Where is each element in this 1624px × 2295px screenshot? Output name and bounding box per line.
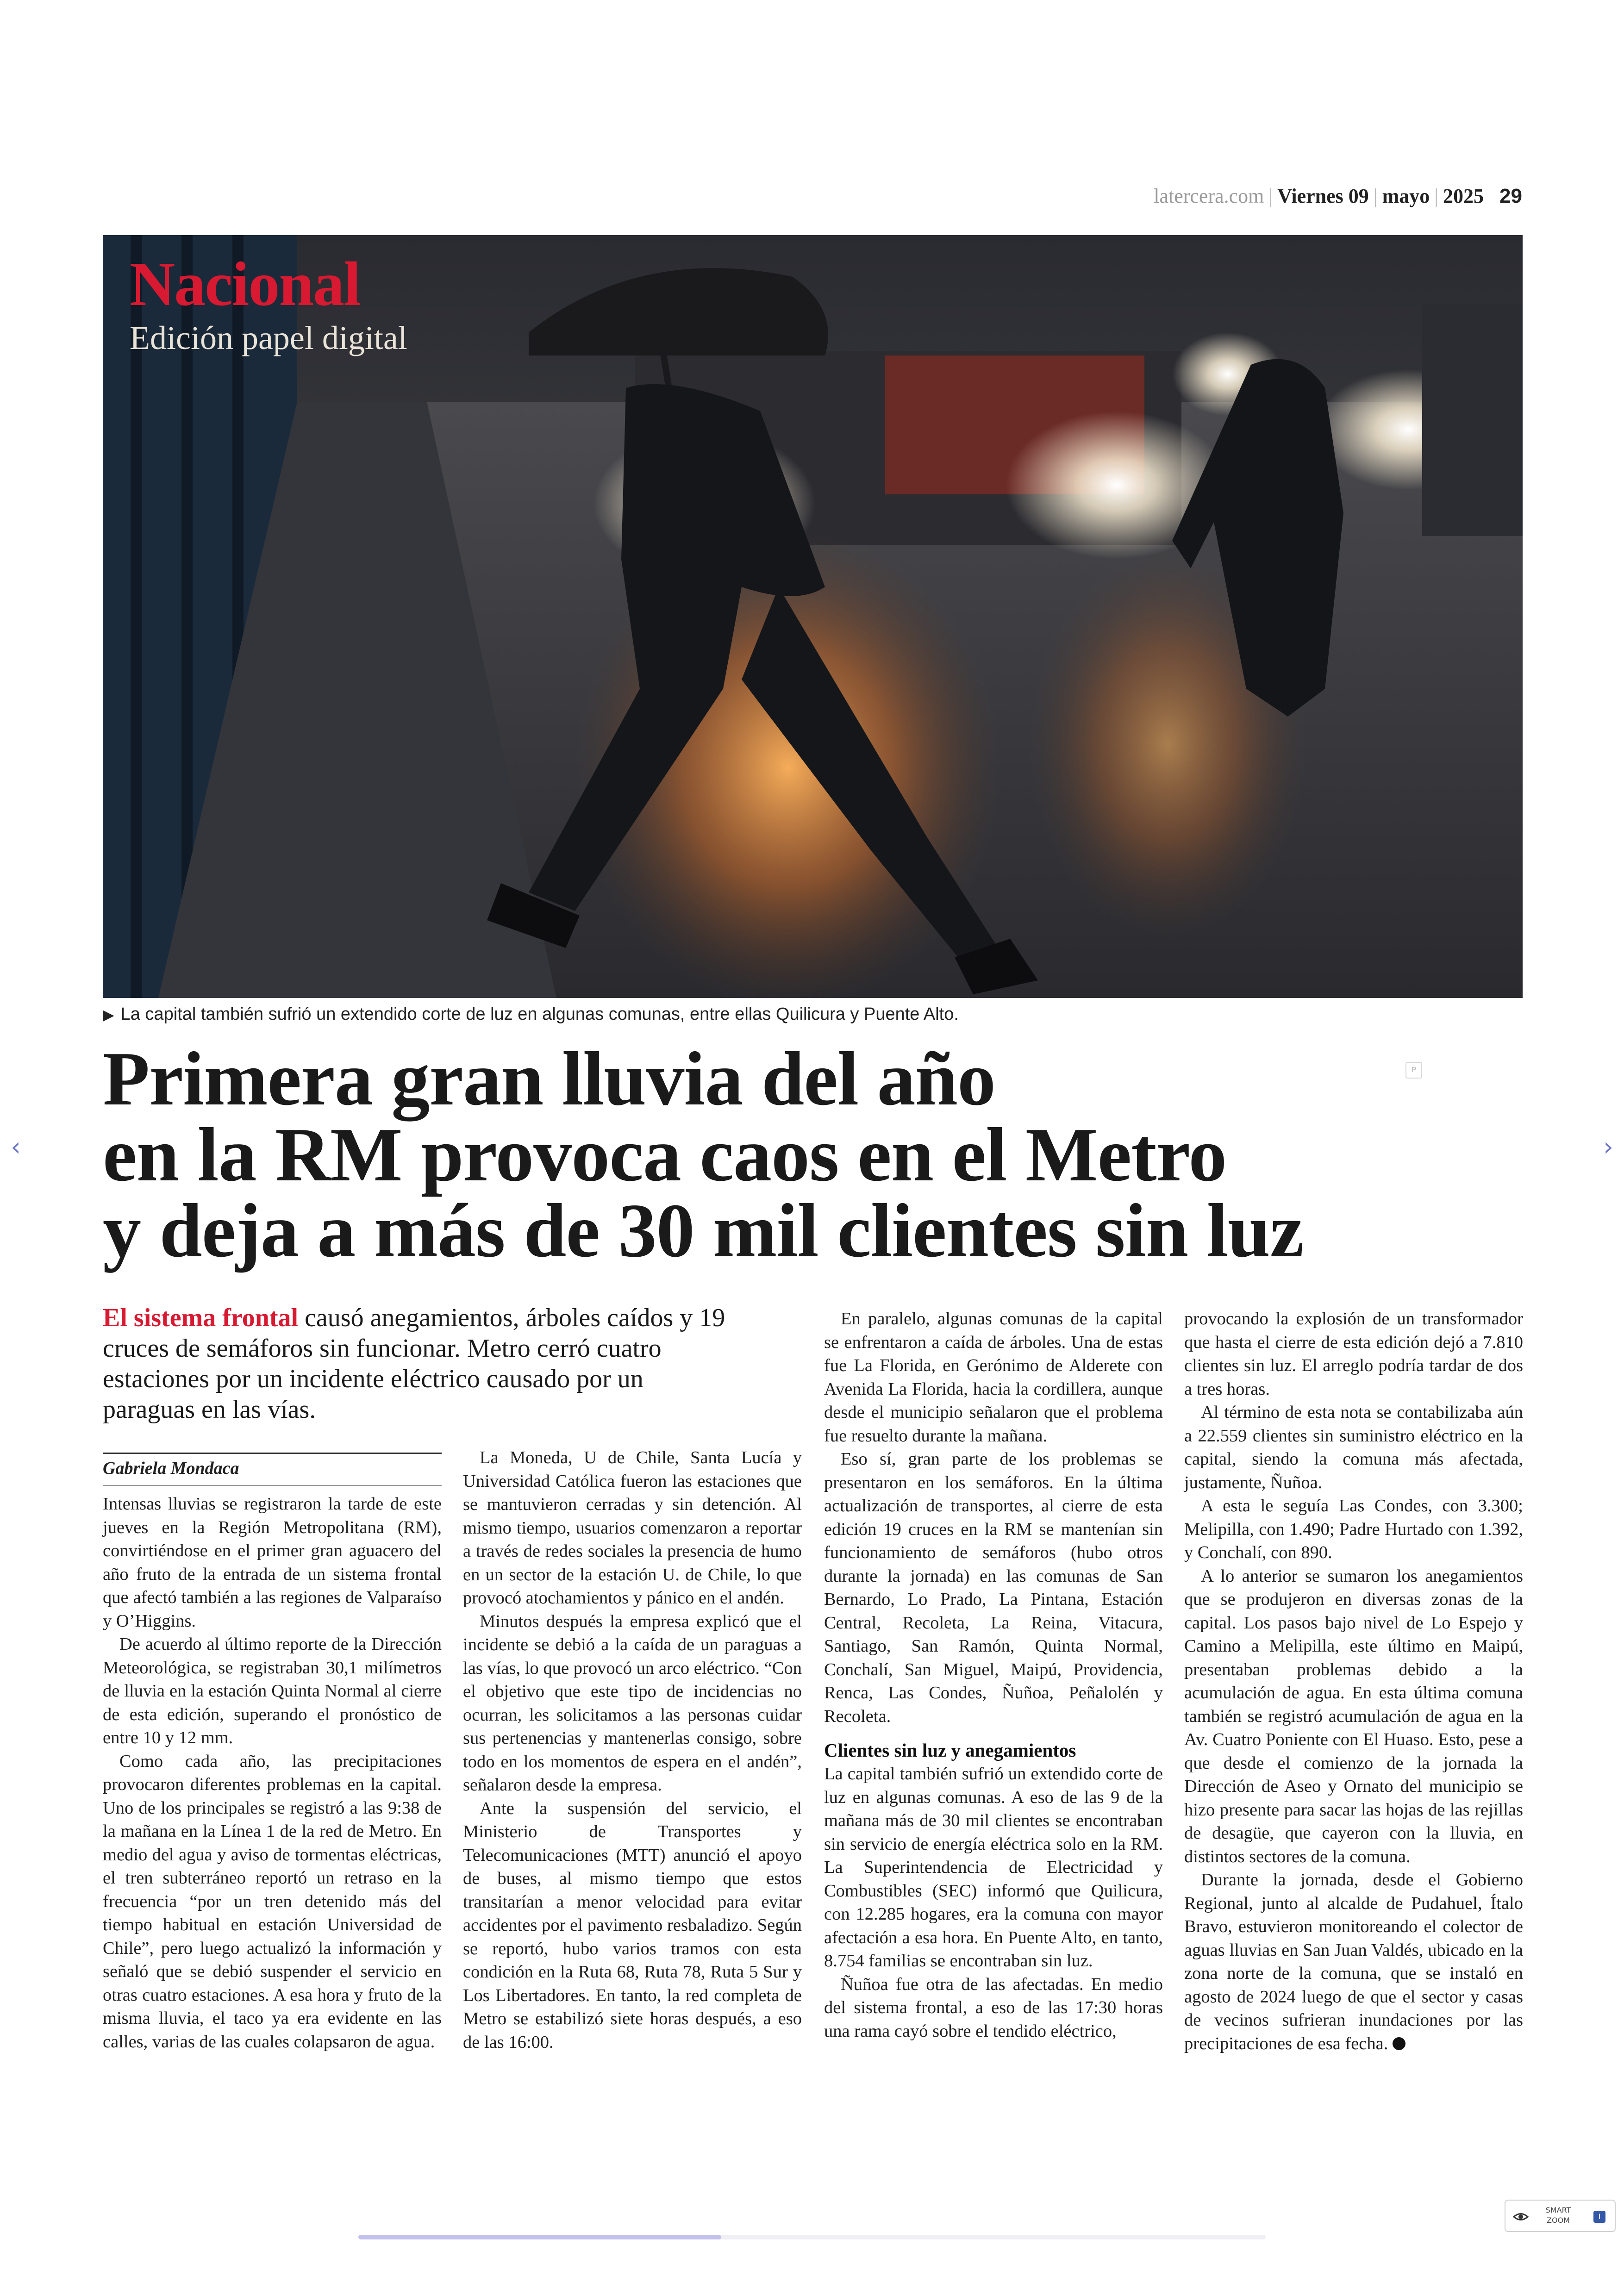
- masthead-separator: |: [1434, 185, 1439, 207]
- site-name: latercera.com: [1154, 185, 1264, 207]
- paragraph: A lo anterior se sumaron los anegamientos que se produjeron en diversas zonas de la capital. Los pasos bajo nivel de Lo Espejo y Camino a Melipilla, este último en Maipú, presentaban problemas debido a la acumulación de agua. En esta última comuna también se registró acumulación de agua en la Av. Cuatro Poniente con El Huaso. Esto, pese a que desde el comienzo de la jornada la Dirección de Aseo y Ornato del municipio se hizo presente para sacar las hojas de las rejillas de desagüe, que cayeron con la lluvia, en distintos sectores de la comuna.: [1184, 1566, 1523, 1866]
- article-column-3: [824, 1307, 1163, 2043]
- article-column-2: [463, 1446, 802, 2054]
- photo-caption-text: La capital también sufrió un extendido corte de luz en algunas comunas, entre ellas Quilicura y Puente Alto.: [120, 1004, 959, 1024]
- photo-caption: [103, 1004, 959, 1024]
- section-subtitle: Edición papel digital: [130, 319, 407, 356]
- section-name: Nacional: [130, 249, 360, 319]
- end-of-article-icon: [1393, 2037, 1405, 2050]
- paragraph: Al término de esta nota se contabilizaba aún a 22.559 clientes sin suministro eléctrico en la capital, siendo la comuna más afectada, justamente, Ñuñoa.: [1184, 1403, 1523, 1492]
- paragraph: La Moneda, U de Chile, Santa Lucía y Universidad Católica fueron las estaciones que se mantuvieron cerradas y sin detención. Al mismo tiempo, usuarios comenzaron a reportar a través de redes sociales la presencia de humo en un sector de la estación U. de Chile, lo que provocó atochamientos y pánico en el andén.: [463, 1448, 802, 1608]
- smart-zoom-label-line-1: SMART: [1545, 2206, 1571, 2214]
- paragraph: En paralelo, algunas comunas de la capital se enfrentaron a caída de árboles. Una de estas fue La Florida, en Gerónimo de Alderete con Avenida La Florida, hacia la cordillera, aunque desde el municipio señalaron que el problema fue resuelto durante la mañana.: [824, 1309, 1163, 1446]
- paragraph: A esta le seguía Las Condes, con 3.300; Melipilla, con 1.490; Padre Hurtado con 1.392, y Conchalí, con 890.: [1184, 1496, 1523, 1562]
- masthead: [1154, 184, 1522, 208]
- lead-photo: [103, 235, 1523, 998]
- paragraph: Intensas lluvias se registraron la tarde de este jueves en la Región Metropolitana (RM), convirtiéndose en el primer gran aguacero del año fruto de la entrada de un sistema frontal que afectó también a las regiones de Valparaíso y O’Higgins.: [103, 1494, 442, 1631]
- headline-line-1: Primera gran lluvia del año: [103, 1036, 995, 1121]
- headline: [103, 1036, 1445, 1273]
- eye-icon: [1513, 2210, 1529, 2224]
- chevron-left-icon[interactable]: ‹: [11, 1132, 21, 1161]
- byline: Gabriela Mondaca: [103, 1459, 239, 1478]
- byline-rule: [103, 1453, 442, 1454]
- masthead-separator: |: [1373, 185, 1378, 207]
- smart-zoom-toggle[interactable]: I: [1593, 2211, 1605, 2223]
- smart-zoom-label-line-2: ZOOM: [1547, 2216, 1570, 2225]
- page-progress-bar[interactable]: [358, 2235, 1266, 2239]
- date-month: mayo: [1382, 185, 1430, 207]
- headline-line-3: y deja a más de 30 mil clientes sin luz: [103, 1188, 1304, 1273]
- paragraph: provocando la explosión de un transformador que hasta el cierre de esta edición dejó a 7.810 clientes sin luz. El arreglo podría tardar de dos a tres horas.: [1184, 1309, 1523, 1399]
- ad-marker-icon: P: [1405, 1062, 1422, 1079]
- lead-kicker: El sistema frontal: [103, 1303, 299, 1332]
- headline-line-2: en la RM provoca caos en el Metro: [103, 1112, 1227, 1197]
- section-tag: [130, 249, 407, 356]
- paragraph: De acuerdo al último reporte de la Dirección Meteorológica, se registraban 30,1 milímetros de lluvia en la estación Quinta Normal al cierre de esta edición, superando el pronóstico de entre 10 y 12 mm.: [103, 1634, 442, 1747]
- paragraph: La capital también sufrió un extendido corte de luz en algunas comunas. A eso de las 9 de la mañana más de 30 mil clientes se encontraban sin servicio de energía eléctrica solo en la RM. La Superintendencia de Electricidad y Combustibles (SEC) informó que Quilicura, con 12.285 hogares, era la comuna con mayor afectación a esa hora. En Puente Alto, en tanto, 8.754 familias se encontraban sin luz.: [824, 1764, 1163, 1971]
- subheading: Clientes sin luz y anegamientos: [824, 1740, 1076, 1761]
- byline-rule: [103, 1485, 442, 1486]
- article-column-4: [1184, 1307, 1523, 2055]
- smart-zoom-label: [1540, 2205, 1577, 2226]
- paragraph: Ñuñoa fue otra de las afectadas. En medio del sistema frontal, a eso de las 17:30 horas una rama cayó sobre el tendido eléctrico,: [824, 1974, 1163, 2041]
- article-column-1: [103, 1492, 442, 2053]
- paragraph: Como cada año, las precipitaciones provocaron diferentes problemas en la capital. Uno de los principales se registró a las 9:38 de la mañana en la Línea 1 de la red de Metro. En medio del agua y aviso de tormentas eléctricas, el tren subterráneo reportó un retraso en la frecuencia “por un tren detenido más del tiempo habitual en estación Universidad de Chile”, pero luego actualizó la información y señaló que se debió suspender el servicio en otras cuatro estaciones. A esa hora y fruto de la misma lluvia, el taco ya era evidente en las calles, varias de las cuales colapsaron de agua.: [103, 1751, 442, 2052]
- date-year: 2025: [1443, 185, 1484, 207]
- smart-zoom-button[interactable]: [1505, 2200, 1616, 2232]
- lead-text: causó anegamientos, árboles caídos y 19 cruces de semáforos sin funcionar. Metro cerró cuatro estaciones por un incidente eléctrico causado por un paraguas en las vías.: [103, 1303, 725, 1424]
- masthead-separator: |: [1268, 185, 1273, 207]
- page-progress-fill: [358, 2235, 721, 2239]
- paragraph: Ante la suspensión del servicio, el Ministerio de Transportes y Telecomunicaciones (MTT) anunció el apoyo de buses, al mismo tiempo que estos transitarían a menor velocidad para evitar accidentes por el pavimento resbaladizo. Según se reportó, hubo varios tramos con esta condición en la Ruta 68, Ruta 78, Ruta 5 Sur y Los Libertadores. En tanto, la red completa de Metro se estabilizó siete horas después, a eso de las 16:00.: [463, 1798, 802, 2052]
- caption-triangle-icon: ▶: [103, 1006, 114, 1023]
- paragraph: Minutos después la empresa explicó que el incidente se debió a la caída de un paraguas a las vías, lo que provocó un arco eléctrico. “Con el objetivo que este tipo de incidencias no ocurran, les solicitamos a las personas cuidar sus pertenencias y mantenerlas consigo, sobre todo en los momentos de espera en el andén”, señalaron desde la empresa.: [463, 1611, 802, 1795]
- date-day: Viernes 09: [1277, 185, 1369, 207]
- lead-paragraph: [103, 1303, 725, 1425]
- paragraph-text: Durante la jornada, desde el Gobierno Regional, junto al alcalde de Pudahuel, Ítalo Bravo, estuvieron monitoreando el colector de aguas lluvias en San Juan Valdés, ubicado en la zona norte de la comuna, que se instaló en agosto de 2024 luego de que el sector y casas de vecinos sufrieran inundaciones por las precipitaciones de esa fecha.: [1184, 1870, 1523, 2053]
- chevron-right-icon[interactable]: ›: [1603, 1132, 1613, 1161]
- paragraph: [1184, 1868, 1523, 2055]
- paragraph: Eso sí, gran parte de los problemas se presentaron en los semáforos. En la última actualización de transportes, al cierre de esta edición 19 cruces en la RM se mantenían sin funcionamiento de semáforos (hubo otros durante la jornada) en las comunas de San Bernardo, Lo Prado, La Pintana, Estación Central, Recoleta, La Reina, Vitacura, Santiago, San Ramón, Quinta Normal, Conchalí, San Miguel, Maipú, Providencia, Renca, Las Condes, Ñuñoa, Peñalolén y Recoleta.: [824, 1449, 1163, 1726]
- page-number: 29: [1499, 185, 1522, 207]
